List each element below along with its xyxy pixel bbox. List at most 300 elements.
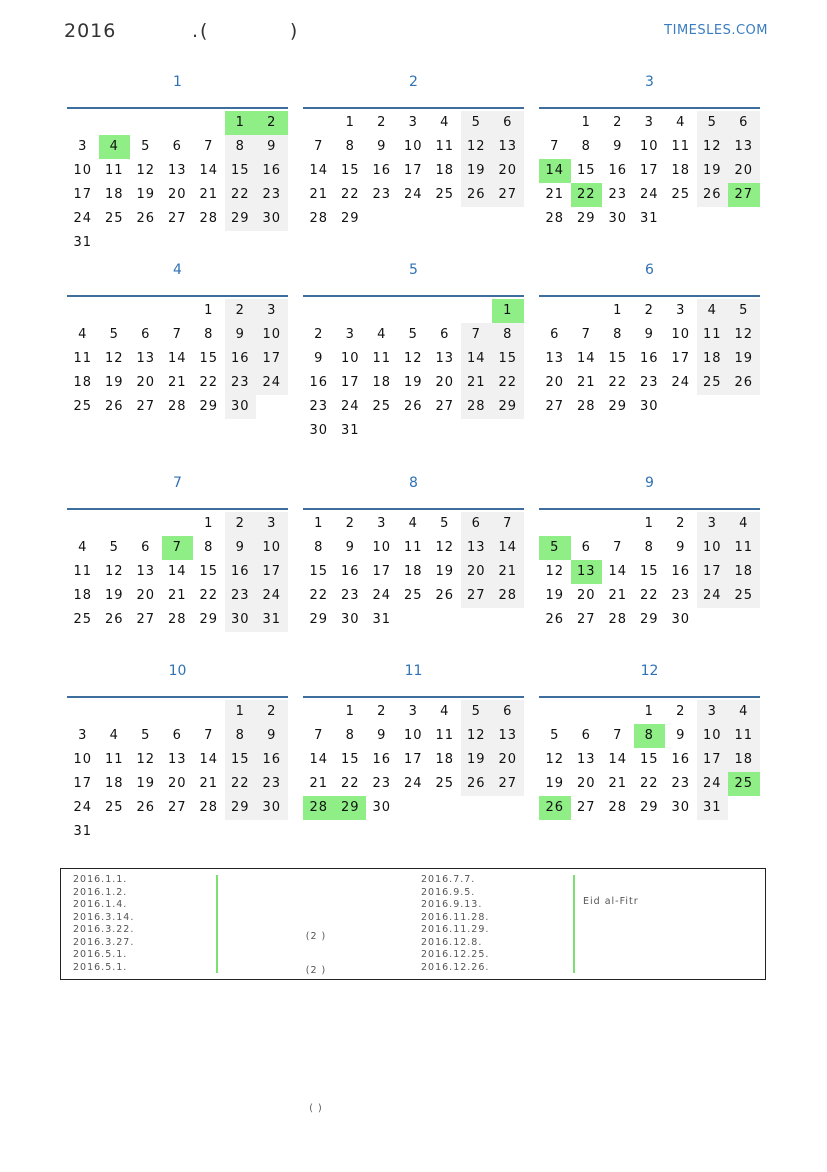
- holiday-day-cell[interactable]: 22: [571, 183, 603, 207]
- day-cell[interactable]: 24: [256, 371, 288, 395]
- day-cell[interactable]: 25: [435, 187, 455, 202]
- day-cell[interactable]: 12: [697, 135, 729, 159]
- day-cell[interactable]: 11: [73, 564, 93, 579]
- day-cell[interactable]: 22: [608, 375, 628, 390]
- day-cell[interactable]: 10: [697, 536, 729, 560]
- day-cell[interactable]: 16: [608, 163, 628, 178]
- day-cell[interactable]: 11: [697, 323, 729, 347]
- day-cell[interactable]: 3: [345, 327, 355, 342]
- day-cell[interactable]: 28: [167, 612, 187, 627]
- day-cell[interactable]: 20: [545, 375, 565, 390]
- day-cell[interactable]: 22: [225, 772, 257, 796]
- day-cell[interactable]: 11: [104, 752, 124, 767]
- day-cell[interactable]: 1: [204, 303, 214, 318]
- day-cell[interactable]: 24: [697, 772, 729, 796]
- day-cell[interactable]: 5: [408, 327, 418, 342]
- holiday-day-cell[interactable]: 27: [728, 183, 760, 207]
- day-cell[interactable]: 5: [141, 728, 151, 743]
- day-cell[interactable]: 13: [136, 351, 156, 366]
- day-cell[interactable]: 30: [256, 796, 288, 820]
- day-cell[interactable]: 14: [167, 564, 187, 579]
- day-cell[interactable]: 10: [340, 351, 360, 366]
- day-cell[interactable]: 6: [581, 540, 591, 555]
- day-cell[interactable]: 2: [225, 299, 257, 323]
- day-cell[interactable]: 19: [136, 776, 156, 791]
- day-cell[interactable]: 28: [199, 800, 219, 815]
- day-cell[interactable]: 6: [581, 728, 591, 743]
- day-cell[interactable]: 22: [309, 588, 329, 603]
- day-cell[interactable]: 22: [639, 776, 659, 791]
- day-cell[interactable]: 31: [697, 796, 729, 820]
- day-cell[interactable]: 19: [545, 588, 565, 603]
- day-cell[interactable]: 1: [581, 115, 591, 130]
- day-cell[interactable]: 30: [225, 608, 257, 632]
- day-cell[interactable]: 18: [697, 347, 729, 371]
- day-cell[interactable]: 3: [644, 115, 654, 130]
- day-cell[interactable]: 30: [372, 800, 392, 815]
- holiday-day-cell[interactable]: 4: [99, 135, 131, 159]
- day-cell[interactable]: 12: [435, 540, 455, 555]
- day-cell[interactable]: 2: [377, 704, 387, 719]
- day-cell[interactable]: 7: [204, 139, 214, 154]
- day-cell[interactable]: 21: [309, 776, 329, 791]
- day-cell[interactable]: 13: [728, 135, 760, 159]
- day-cell[interactable]: 7: [581, 327, 591, 342]
- day-cell[interactable]: 17: [671, 351, 691, 366]
- day-cell[interactable]: 25: [73, 612, 93, 627]
- day-cell[interactable]: 19: [435, 564, 455, 579]
- day-cell[interactable]: 20: [492, 748, 524, 772]
- day-cell[interactable]: 20: [492, 159, 524, 183]
- day-cell[interactable]: 22: [340, 187, 360, 202]
- day-cell[interactable]: 12: [545, 564, 565, 579]
- day-cell[interactable]: 13: [136, 564, 156, 579]
- day-cell[interactable]: 26: [104, 399, 124, 414]
- day-cell[interactable]: 14: [576, 351, 596, 366]
- day-cell[interactable]: 6: [728, 111, 760, 135]
- day-cell[interactable]: 12: [545, 752, 565, 767]
- day-cell[interactable]: 17: [340, 375, 360, 390]
- day-cell[interactable]: 16: [225, 347, 257, 371]
- day-cell[interactable]: 1: [345, 115, 355, 130]
- day-cell[interactable]: 11: [728, 536, 760, 560]
- day-cell[interactable]: 2: [377, 115, 387, 130]
- day-cell[interactable]: 28: [461, 395, 493, 419]
- day-cell[interactable]: 21: [461, 371, 493, 395]
- day-cell[interactable]: 9: [256, 724, 288, 748]
- day-cell[interactable]: 20: [136, 588, 156, 603]
- day-cell[interactable]: 6: [492, 700, 524, 724]
- day-cell[interactable]: 27: [167, 211, 187, 226]
- day-cell[interactable]: 15: [309, 564, 329, 579]
- day-cell[interactable]: 17: [256, 560, 288, 584]
- day-cell[interactable]: 15: [639, 564, 659, 579]
- day-cell[interactable]: 26: [403, 399, 423, 414]
- day-cell[interactable]: 8: [492, 323, 524, 347]
- day-cell[interactable]: 22: [199, 375, 219, 390]
- day-cell[interactable]: 16: [639, 351, 659, 366]
- day-cell[interactable]: 6: [461, 512, 493, 536]
- day-cell[interactable]: 24: [340, 399, 360, 414]
- day-cell[interactable]: 10: [256, 536, 288, 560]
- day-cell[interactable]: 29: [576, 211, 596, 226]
- day-cell[interactable]: 18: [728, 748, 760, 772]
- day-cell[interactable]: 22: [199, 588, 219, 603]
- day-cell[interactable]: 1: [225, 700, 257, 724]
- day-cell[interactable]: 26: [104, 612, 124, 627]
- holiday-day-cell[interactable]: 29: [335, 796, 367, 820]
- day-cell[interactable]: 22: [340, 776, 360, 791]
- day-cell[interactable]: 14: [167, 351, 187, 366]
- day-cell[interactable]: 3: [408, 115, 418, 130]
- holiday-day-cell[interactable]: 7: [162, 536, 194, 560]
- day-cell[interactable]: 21: [167, 588, 187, 603]
- day-cell[interactable]: 11: [73, 351, 93, 366]
- day-cell[interactable]: 3: [676, 303, 686, 318]
- day-cell[interactable]: 9: [613, 139, 623, 154]
- day-cell[interactable]: 2: [676, 516, 686, 531]
- day-cell[interactable]: 17: [73, 187, 93, 202]
- holiday-day-cell[interactable]: 25: [728, 772, 760, 796]
- day-cell[interactable]: 20: [167, 776, 187, 791]
- day-cell[interactable]: 19: [461, 748, 493, 772]
- day-cell[interactable]: 24: [671, 375, 691, 390]
- day-cell[interactable]: 10: [639, 139, 659, 154]
- day-cell[interactable]: 21: [199, 776, 219, 791]
- day-cell[interactable]: 28: [492, 584, 524, 608]
- day-cell[interactable]: 23: [671, 776, 691, 791]
- day-cell[interactable]: 13: [492, 135, 524, 159]
- day-cell[interactable]: 27: [435, 399, 455, 414]
- day-cell[interactable]: 17: [697, 560, 729, 584]
- day-cell[interactable]: 14: [309, 163, 329, 178]
- day-cell[interactable]: 27: [167, 800, 187, 815]
- day-cell[interactable]: 16: [309, 375, 329, 390]
- day-cell[interactable]: 5: [461, 111, 493, 135]
- day-cell[interactable]: 23: [225, 371, 257, 395]
- day-cell[interactable]: 25: [104, 211, 124, 226]
- day-cell[interactable]: 12: [136, 163, 156, 178]
- holiday-day-cell[interactable]: 1: [492, 299, 524, 323]
- day-cell[interactable]: 6: [141, 540, 151, 555]
- day-cell[interactable]: 13: [461, 536, 493, 560]
- day-cell[interactable]: 19: [728, 347, 760, 371]
- day-cell[interactable]: 3: [256, 512, 288, 536]
- day-cell[interactable]: 9: [256, 135, 288, 159]
- day-cell[interactable]: 15: [199, 351, 219, 366]
- day-cell[interactable]: 8: [204, 327, 214, 342]
- day-cell[interactable]: 1: [613, 303, 623, 318]
- day-cell[interactable]: 2: [225, 512, 257, 536]
- day-cell[interactable]: 4: [440, 704, 450, 719]
- day-cell[interactable]: 7: [492, 512, 524, 536]
- day-cell[interactable]: 21: [545, 187, 565, 202]
- day-cell[interactable]: 30: [639, 399, 659, 414]
- day-cell[interactable]: 11: [403, 540, 423, 555]
- day-cell[interactable]: 5: [461, 700, 493, 724]
- day-cell[interactable]: 2: [613, 115, 623, 130]
- day-cell[interactable]: 19: [136, 187, 156, 202]
- holiday-day-cell[interactable]: 5: [539, 536, 571, 560]
- day-cell[interactable]: 9: [345, 540, 355, 555]
- day-cell[interactable]: 29: [225, 207, 257, 231]
- day-cell[interactable]: 2: [256, 700, 288, 724]
- holiday-day-cell[interactable]: 26: [539, 796, 571, 820]
- day-cell[interactable]: 7: [314, 728, 324, 743]
- day-cell[interactable]: 28: [545, 211, 565, 226]
- day-cell[interactable]: 23: [256, 772, 288, 796]
- day-cell[interactable]: 7: [613, 540, 623, 555]
- day-cell[interactable]: 13: [167, 752, 187, 767]
- day-cell[interactable]: 25: [728, 584, 760, 608]
- day-cell[interactable]: 19: [104, 375, 124, 390]
- day-cell[interactable]: 15: [340, 752, 360, 767]
- holiday-day-cell[interactable]: 28: [303, 796, 335, 820]
- day-cell[interactable]: 27: [576, 612, 596, 627]
- day-cell[interactable]: 29: [199, 399, 219, 414]
- day-cell[interactable]: 18: [403, 564, 423, 579]
- day-cell[interactable]: 24: [697, 584, 729, 608]
- day-cell[interactable]: 19: [461, 159, 493, 183]
- day-cell[interactable]: 10: [671, 327, 691, 342]
- day-cell[interactable]: 24: [403, 776, 423, 791]
- day-cell[interactable]: 10: [697, 724, 729, 748]
- day-cell[interactable]: 26: [461, 183, 493, 207]
- day-cell[interactable]: 8: [225, 135, 257, 159]
- day-cell[interactable]: 20: [461, 560, 493, 584]
- day-cell[interactable]: 27: [492, 183, 524, 207]
- day-cell[interactable]: 15: [225, 159, 257, 183]
- day-cell[interactable]: 30: [608, 211, 628, 226]
- day-cell[interactable]: 19: [545, 776, 565, 791]
- day-cell[interactable]: 30: [671, 612, 691, 627]
- day-cell[interactable]: 11: [104, 163, 124, 178]
- day-cell[interactable]: 16: [256, 748, 288, 772]
- day-cell[interactable]: 24: [639, 187, 659, 202]
- day-cell[interactable]: 16: [372, 752, 392, 767]
- day-cell[interactable]: 15: [225, 748, 257, 772]
- day-cell[interactable]: 25: [671, 187, 691, 202]
- day-cell[interactable]: 21: [167, 375, 187, 390]
- day-cell[interactable]: 30: [671, 800, 691, 815]
- day-cell[interactable]: 11: [671, 139, 691, 154]
- day-cell[interactable]: 7: [461, 323, 493, 347]
- day-cell[interactable]: 4: [78, 540, 88, 555]
- day-cell[interactable]: 4: [697, 299, 729, 323]
- day-cell[interactable]: 21: [309, 187, 329, 202]
- day-cell[interactable]: 20: [167, 187, 187, 202]
- day-cell[interactable]: 10: [403, 139, 423, 154]
- day-cell[interactable]: 1: [314, 516, 324, 531]
- day-cell[interactable]: 21: [608, 776, 628, 791]
- day-cell[interactable]: 4: [440, 115, 450, 130]
- day-cell[interactable]: 14: [199, 163, 219, 178]
- day-cell[interactable]: 3: [78, 728, 88, 743]
- day-cell[interactable]: 31: [372, 612, 392, 627]
- day-cell[interactable]: 2: [676, 704, 686, 719]
- day-cell[interactable]: 12: [136, 752, 156, 767]
- day-cell[interactable]: 7: [613, 728, 623, 743]
- holiday-day-cell[interactable]: 2: [256, 111, 288, 135]
- day-cell[interactable]: 27: [492, 772, 524, 796]
- day-cell[interactable]: 13: [492, 724, 524, 748]
- day-cell[interactable]: 17: [639, 163, 659, 178]
- day-cell[interactable]: 20: [576, 588, 596, 603]
- day-cell[interactable]: 29: [492, 395, 524, 419]
- day-cell[interactable]: 9: [225, 536, 257, 560]
- day-cell[interactable]: 11: [728, 724, 760, 748]
- day-cell[interactable]: 21: [608, 588, 628, 603]
- day-cell[interactable]: 3: [697, 512, 729, 536]
- day-cell[interactable]: 4: [728, 512, 760, 536]
- holiday-day-cell[interactable]: 1: [225, 111, 257, 135]
- day-cell[interactable]: 12: [104, 564, 124, 579]
- day-cell[interactable]: 20: [435, 375, 455, 390]
- day-cell[interactable]: 6: [550, 327, 560, 342]
- day-cell[interactable]: 3: [408, 704, 418, 719]
- day-cell[interactable]: 30: [309, 423, 329, 438]
- day-cell[interactable]: 14: [199, 752, 219, 767]
- day-cell[interactable]: 17: [697, 748, 729, 772]
- day-cell[interactable]: 22: [639, 588, 659, 603]
- day-cell[interactable]: 31: [340, 423, 360, 438]
- day-cell[interactable]: 8: [644, 540, 654, 555]
- day-cell[interactable]: 25: [372, 399, 392, 414]
- day-cell[interactable]: 12: [104, 351, 124, 366]
- day-cell[interactable]: 15: [639, 752, 659, 767]
- day-cell[interactable]: 18: [435, 752, 455, 767]
- day-cell[interactable]: 14: [309, 752, 329, 767]
- day-cell[interactable]: 12: [461, 135, 493, 159]
- day-cell[interactable]: 5: [141, 139, 151, 154]
- day-cell[interactable]: 6: [172, 139, 182, 154]
- day-cell[interactable]: 28: [608, 800, 628, 815]
- day-cell[interactable]: 25: [697, 371, 729, 395]
- day-cell[interactable]: 31: [73, 824, 93, 839]
- day-cell[interactable]: 23: [309, 399, 329, 414]
- day-cell[interactable]: 18: [728, 560, 760, 584]
- day-cell[interactable]: 19: [104, 588, 124, 603]
- day-cell[interactable]: 5: [440, 516, 450, 531]
- day-cell[interactable]: 15: [576, 163, 596, 178]
- day-cell[interactable]: 1: [644, 516, 654, 531]
- day-cell[interactable]: 26: [136, 800, 156, 815]
- day-cell[interactable]: 8: [204, 540, 214, 555]
- day-cell[interactable]: 26: [136, 211, 156, 226]
- day-cell[interactable]: 17: [73, 776, 93, 791]
- day-cell[interactable]: 16: [671, 752, 691, 767]
- day-cell[interactable]: 29: [199, 612, 219, 627]
- day-cell[interactable]: 23: [639, 375, 659, 390]
- day-cell[interactable]: 18: [104, 776, 124, 791]
- day-cell[interactable]: 12: [403, 351, 423, 366]
- day-cell[interactable]: 8: [225, 724, 257, 748]
- day-cell[interactable]: 10: [73, 163, 93, 178]
- day-cell[interactable]: 13: [576, 752, 596, 767]
- day-cell[interactable]: 4: [728, 700, 760, 724]
- day-cell[interactable]: 23: [256, 183, 288, 207]
- day-cell[interactable]: 6: [172, 728, 182, 743]
- day-cell[interactable]: 9: [644, 327, 654, 342]
- day-cell[interactable]: 26: [697, 183, 729, 207]
- day-cell[interactable]: 28: [608, 612, 628, 627]
- day-cell[interactable]: 1: [204, 516, 214, 531]
- day-cell[interactable]: 17: [372, 564, 392, 579]
- day-cell[interactable]: 5: [728, 299, 760, 323]
- day-cell[interactable]: 23: [372, 776, 392, 791]
- day-cell[interactable]: 24: [73, 800, 93, 815]
- day-cell[interactable]: 2: [314, 327, 324, 342]
- day-cell[interactable]: 23: [671, 588, 691, 603]
- day-cell[interactable]: 18: [73, 588, 93, 603]
- day-cell[interactable]: 15: [492, 347, 524, 371]
- day-cell[interactable]: 18: [671, 163, 691, 178]
- day-cell[interactable]: 9: [676, 728, 686, 743]
- day-cell[interactable]: 28: [199, 211, 219, 226]
- day-cell[interactable]: 16: [372, 163, 392, 178]
- day-cell[interactable]: 7: [204, 728, 214, 743]
- day-cell[interactable]: 31: [256, 608, 288, 632]
- day-cell[interactable]: 8: [345, 139, 355, 154]
- day-cell[interactable]: 20: [576, 776, 596, 791]
- day-cell[interactable]: 13: [167, 163, 187, 178]
- day-cell[interactable]: 5: [697, 111, 729, 135]
- day-cell[interactable]: 14: [608, 564, 628, 579]
- day-cell[interactable]: 13: [545, 351, 565, 366]
- day-cell[interactable]: 9: [377, 728, 387, 743]
- day-cell[interactable]: 15: [340, 163, 360, 178]
- day-cell[interactable]: 4: [78, 327, 88, 342]
- day-cell[interactable]: 29: [309, 612, 329, 627]
- day-cell[interactable]: 15: [199, 564, 219, 579]
- day-cell[interactable]: 12: [461, 724, 493, 748]
- day-cell[interactable]: 26: [461, 772, 493, 796]
- day-cell[interactable]: 6: [492, 111, 524, 135]
- day-cell[interactable]: 28: [309, 211, 329, 226]
- day-cell[interactable]: 22: [225, 183, 257, 207]
- day-cell[interactable]: 29: [340, 211, 360, 226]
- day-cell[interactable]: 12: [728, 323, 760, 347]
- day-cell[interactable]: 2: [345, 516, 355, 531]
- day-cell[interactable]: 30: [225, 395, 257, 419]
- day-cell[interactable]: 27: [576, 800, 596, 815]
- day-cell[interactable]: 22: [492, 371, 524, 395]
- day-cell[interactable]: 27: [136, 399, 156, 414]
- day-cell[interactable]: 13: [435, 351, 455, 366]
- day-cell[interactable]: 30: [256, 207, 288, 231]
- day-cell[interactable]: 7: [550, 139, 560, 154]
- day-cell[interactable]: 5: [109, 540, 119, 555]
- day-cell[interactable]: 8: [345, 728, 355, 743]
- day-cell[interactable]: 11: [435, 139, 455, 154]
- day-cell[interactable]: 28: [167, 399, 187, 414]
- day-cell[interactable]: 26: [545, 612, 565, 627]
- day-cell[interactable]: 9: [377, 139, 387, 154]
- day-cell[interactable]: 24: [372, 588, 392, 603]
- day-cell[interactable]: 6: [141, 327, 151, 342]
- day-cell[interactable]: 16: [340, 564, 360, 579]
- day-cell[interactable]: 21: [199, 187, 219, 202]
- day-cell[interactable]: 9: [676, 540, 686, 555]
- day-cell[interactable]: 29: [639, 612, 659, 627]
- day-cell[interactable]: 3: [78, 139, 88, 154]
- holiday-day-cell[interactable]: 8: [634, 724, 666, 748]
- day-cell[interactable]: 7: [172, 327, 182, 342]
- day-cell[interactable]: 23: [225, 584, 257, 608]
- day-cell[interactable]: 20: [728, 159, 760, 183]
- holiday-day-cell[interactable]: 14: [539, 159, 571, 183]
- day-cell[interactable]: 8: [314, 540, 324, 555]
